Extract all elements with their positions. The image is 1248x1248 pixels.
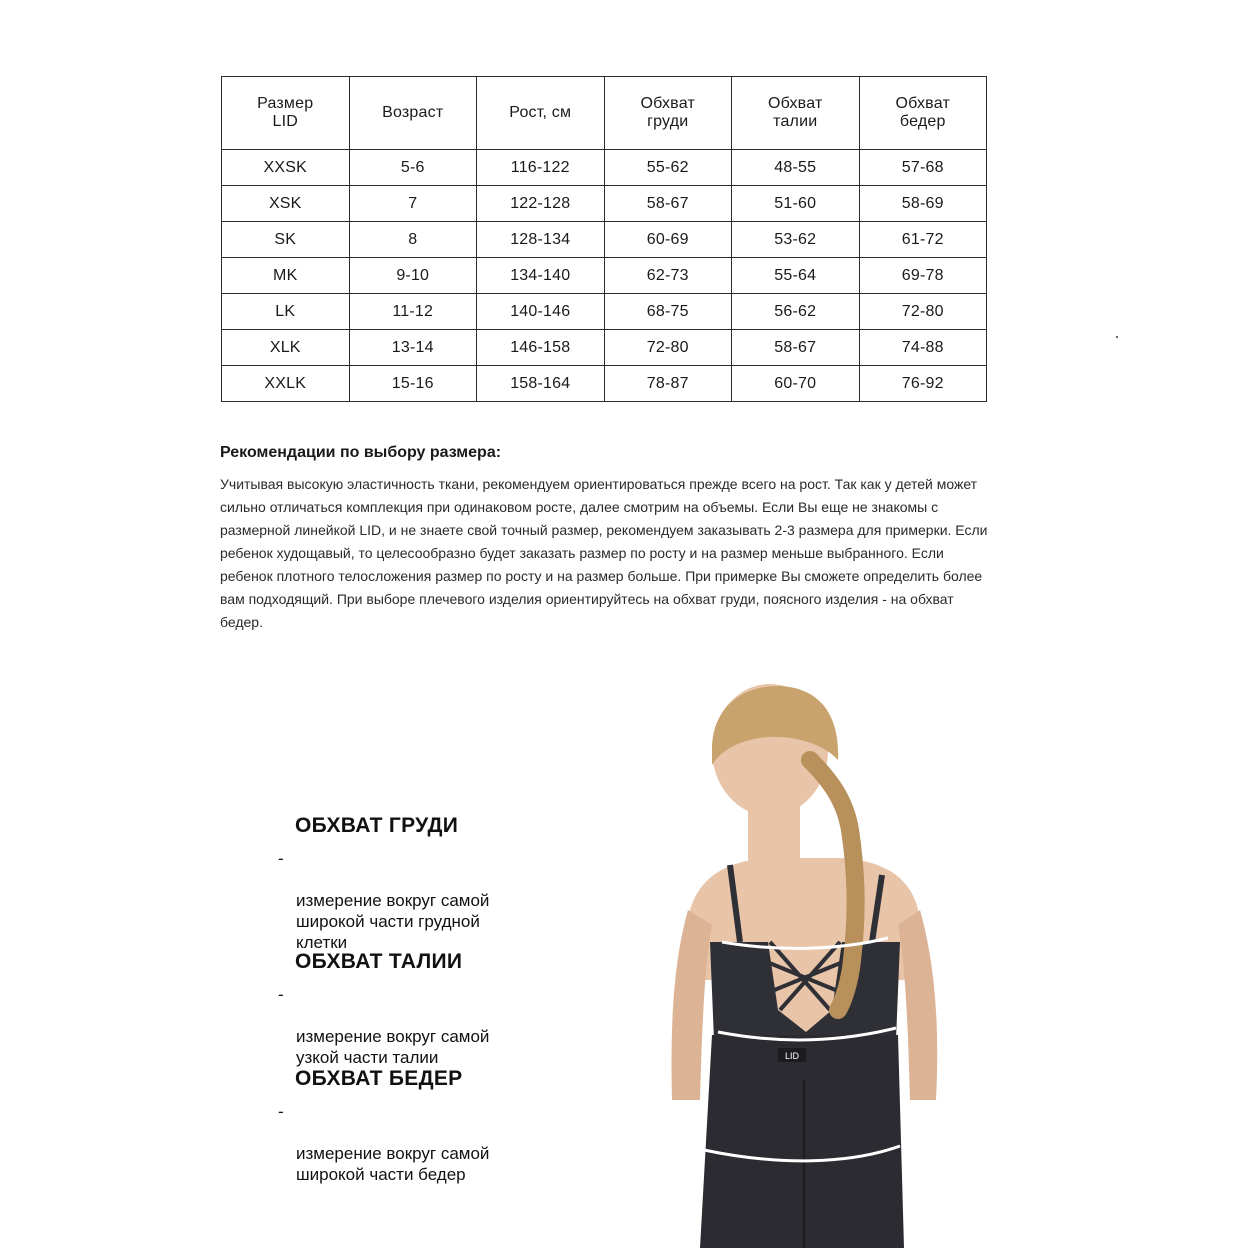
table-cell: 122-128 [477,186,605,222]
table-cell: LK [222,294,350,330]
measure-chest [278,814,578,953]
table-cell: 68-75 [604,294,732,330]
table-cell: 11-12 [349,294,477,330]
table-cell: 9-10 [349,258,477,294]
measure-waist [278,950,578,1068]
table-cell: 76-92 [859,366,987,402]
table-cell: 116-122 [477,150,605,186]
lid-label-text: LID [784,1051,800,1061]
table-cell: 13-14 [349,330,477,366]
table-cell: 58-67 [732,330,860,366]
table-header-row [222,77,987,150]
table-cell: SK [222,222,350,258]
measure-hips-title: ОБХВАТ БЕДЕР [295,1067,463,1090]
table-cell: 55-62 [604,150,732,186]
size-table [221,76,987,402]
table-cell: 61-72 [859,222,987,258]
table-row [222,150,987,186]
table-cell: 62-73 [604,258,732,294]
bullet-dash: - [278,1102,284,1121]
decorative-dot [1116,336,1118,338]
header-size: Размер LID [222,77,350,150]
table-cell: XLK [222,330,350,366]
table-cell: 60-69 [604,222,732,258]
table-cell: 8 [349,222,477,258]
model-right-arm [898,910,937,1100]
table-cell: 128-134 [477,222,605,258]
table-cell: 60-70 [732,366,860,402]
recommendations-title: Рекомендации по выбору размера: [220,444,502,461]
header-height: Рост, см [477,77,605,150]
header-waist: Обхват талии [732,77,860,150]
table-cell: 146-158 [477,330,605,366]
header-hips: Обхват бедер [859,77,987,150]
table-cell: 57-68 [859,150,987,186]
measure-chest-item [278,848,578,953]
table-cell: XSK [222,186,350,222]
table-cell: 51-60 [732,186,860,222]
table-row [222,330,987,366]
table-row [222,366,987,402]
shorts [700,1035,904,1248]
table-cell: 74-88 [859,330,987,366]
measure-hips [278,1067,578,1185]
table-cell: 53-62 [732,222,860,258]
table-cell: 158-164 [477,366,605,402]
table-cell: MK [222,258,350,294]
table-cell: 7 [349,186,477,222]
table-row [222,294,987,330]
table-cell: 140-146 [477,294,605,330]
table-row [222,186,987,222]
header-age: Возраст [349,77,477,150]
bullet-dash: - [278,849,284,868]
table-row [222,258,987,294]
measure-hips-item [278,1101,578,1185]
table-cell: 72-80 [859,294,987,330]
table-cell: 134-140 [477,258,605,294]
table-cell: 5-6 [349,150,477,186]
table-cell: XXSK [222,150,350,186]
model-photo [660,680,950,1248]
bullet-dash: - [278,985,284,1004]
table-cell: 58-69 [859,186,987,222]
table-cell: 56-62 [732,294,860,330]
table-cell: 78-87 [604,366,732,402]
table-cell: 55-64 [732,258,860,294]
table-cell: 48-55 [732,150,860,186]
table-cell: 15-16 [349,366,477,402]
table-cell: XXLK [222,366,350,402]
table-cell: 58-67 [604,186,732,222]
measure-waist-title: ОБХВАТ ТАЛИИ [295,950,463,973]
table-row [222,222,987,258]
measure-chest-title: ОБХВАТ ГРУДИ [295,814,459,837]
measure-waist-desc: измерение вокруг самой узкой части талии [296,1027,490,1067]
measure-chest-desc: измерение вокруг самой широкой части грудной клетки [296,891,490,952]
measure-hips-desc: измерение вокруг самой широкой части бедер [296,1144,490,1184]
measure-waist-item [278,984,578,1068]
table-cell: 69-78 [859,258,987,294]
model-left-arm [672,910,712,1100]
table-cell: 72-80 [604,330,732,366]
recommendations-text: Учитывая высокую эластичность ткани, рекомендуем ориентироваться прежде всего на рост. Так как у детей может сильно отличаться комплекция при одинаковом росте, далее смотрим на объемы. Если Вы еще не знакомы с размерной линейкой LID, и не знаете свой точный размер, рекомендуем заказывать 2-3 размера для примерки. Если ребенок худощавый, то целесообразно будет заказать размер по росту и на размер меньше выбранного. Если ребенок плотного телосложения размер по росту и на размер больше. При примерке Вы сможете определить более вам подходящий. При выборе плечевого изделия ориентируйтесь на обхват груди, поясного изделия - на обхват бедер. [220,476,988,630]
header-chest: Обхват груди [604,77,732,150]
